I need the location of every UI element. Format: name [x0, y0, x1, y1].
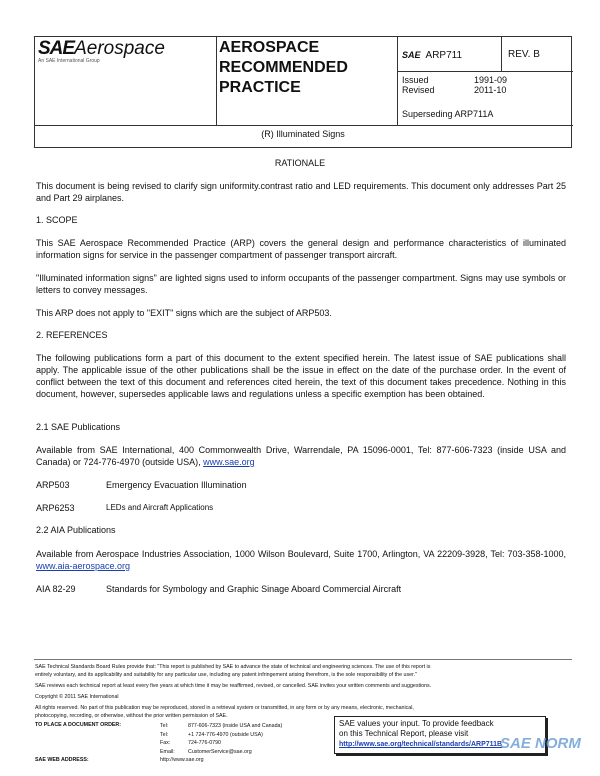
footer-text: SAE reviews each technical report at least every five years at which time it may be reaffirmed, revised, or cancelled. SAE invites your written comments and suggestions.	[35, 683, 432, 689]
reference-title: Emergency Evacuation Illumination	[106, 480, 247, 490]
footer-divider	[34, 659, 572, 660]
issued-date: 1991-09	[474, 75, 508, 85]
reference-id: ARP503	[36, 480, 70, 490]
document-type: AEROSPACE RECOMMENDED PRACTICE	[219, 39, 348, 96]
copyright: Copyright © 2011 SAE International	[35, 694, 119, 700]
feedback-text: on this Technical Report, please visit	[339, 729, 469, 738]
issued-label: Issued	[402, 75, 429, 85]
scope-heading: 1. SCOPE	[36, 215, 78, 225]
footer-text: SAE Technical Standards Board Rules provide that: "This report is published by SAE to advance the state of technical and engineering sciences. The use of this report is	[35, 664, 431, 670]
sae-publications-heading: 2.1 SAE Publications	[36, 422, 121, 432]
reference-title: Standards for Symbology and Graphic Sinage Aboard Commercial Aircraft	[106, 584, 402, 594]
superseding: Superseding ARP711A	[402, 109, 494, 119]
feedback-text: SAE values your input. To provide feedback	[339, 719, 494, 728]
references-paragraph: The following publications form a part of this document to the extent specified herein. The latest issue of SAE publications shall apply. The applicable issue of the other publications shall be the issue in effect on the date of the purchase order. In the event of conflict between the text of this document and references cited herein, the text of this document takes precedence. Nothing in this document, however, supersedes applicable laws and regulations unless a specific exemption has been obtained.	[36, 353, 566, 399]
revised-label: Revised	[402, 85, 435, 95]
contact-labels: Tel: Tel: Fax: Email:	[160, 723, 175, 755]
reference-id: AIA 82-29	[36, 584, 76, 594]
document-number: SAE ARP711	[402, 50, 463, 61]
aia-publications-heading: 2.2 AIA Publications	[36, 525, 116, 535]
footer-text: All rights reserved. No part of this publication may be reproduced, stored in a retrieval system or transmitted, in any form or by any means, electronic, mechanical,	[35, 705, 414, 711]
rationale-text: This document is being revised to clarify sign uniformity.contrast ratio and LED requirements. This document only addresses Part 25 and Part 29 airplanes.	[36, 181, 566, 203]
scope-paragraph: This SAE Aerospace Recommended Practice (ARP) covers the general design and performance characteristics of illuminated information signs for service in the passenger compartment of passenger transport aircraft.	[36, 238, 566, 260]
revised-date: 2011-10	[474, 85, 507, 95]
web-address[interactable]: http://www.sae.org	[160, 757, 204, 763]
contact-values: 877-606-7323 (inside USA and Canada) +1 724-776-4970 (outside USA) 724-776-0790 CustomerService@sae.org	[188, 723, 283, 755]
footer-text: entirely voluntary, and its applicability and suitability for any particular use, including any patent infringement arising therefrom, is the sole responsibility of the user."	[35, 672, 417, 678]
sae-aerospace-logo: SAEAerospace An SAE International Group	[38, 38, 165, 64]
scope-paragraph: "Illuminated information signs" are lighted signs used to inform occupants of the passenger compartment. Signs may use symbols or letters to convey messages.	[36, 273, 566, 295]
reference-id: ARP6253	[36, 503, 75, 513]
web-label: SAE WEB ADDRESS:	[35, 757, 89, 763]
sae-publications-text: Available from SAE International, 400 Commonwealth Drive, Warrendale, PA 15096-0001, Tel: 877-606-7323 (inside USA and Canada) or 724-776-4970 (outside USA), www.sae.org	[36, 445, 566, 467]
order-label: TO PLACE A DOCUMENT ORDER:	[35, 722, 122, 728]
references-heading: 2. REFERENCES	[36, 330, 108, 340]
scope-paragraph: This ARP does not apply to "EXIT" signs which are the subject of ARP503.	[36, 308, 332, 318]
aia-link[interactable]: www.aia-aerospace.org	[36, 561, 131, 571]
sae-link[interactable]: www.sae.org	[203, 457, 255, 467]
feedback-link[interactable]: http://www.sae.org/technical/standards/ARP711B	[339, 741, 503, 748]
aia-publications-text: Available from Aerospace Industries Association, 1000 Wilson Boulevard, Suite 1700, Arlington, VA 22209-3928, Tel: 703-358-1000, www.aia-aerospace.org	[36, 549, 566, 571]
footer-text: photocopying, recording, or otherwise, without the prior written permission of SAE.	[35, 713, 228, 719]
revision: REV. B	[508, 49, 540, 60]
sae-norm-watermark: SAE NORM	[500, 735, 581, 752]
rationale-heading: RATIONALE	[274, 158, 326, 168]
reference-title: LEDs and Aircraft Applications	[106, 503, 214, 512]
document-title: (R) Illuminated Signs	[261, 129, 345, 139]
